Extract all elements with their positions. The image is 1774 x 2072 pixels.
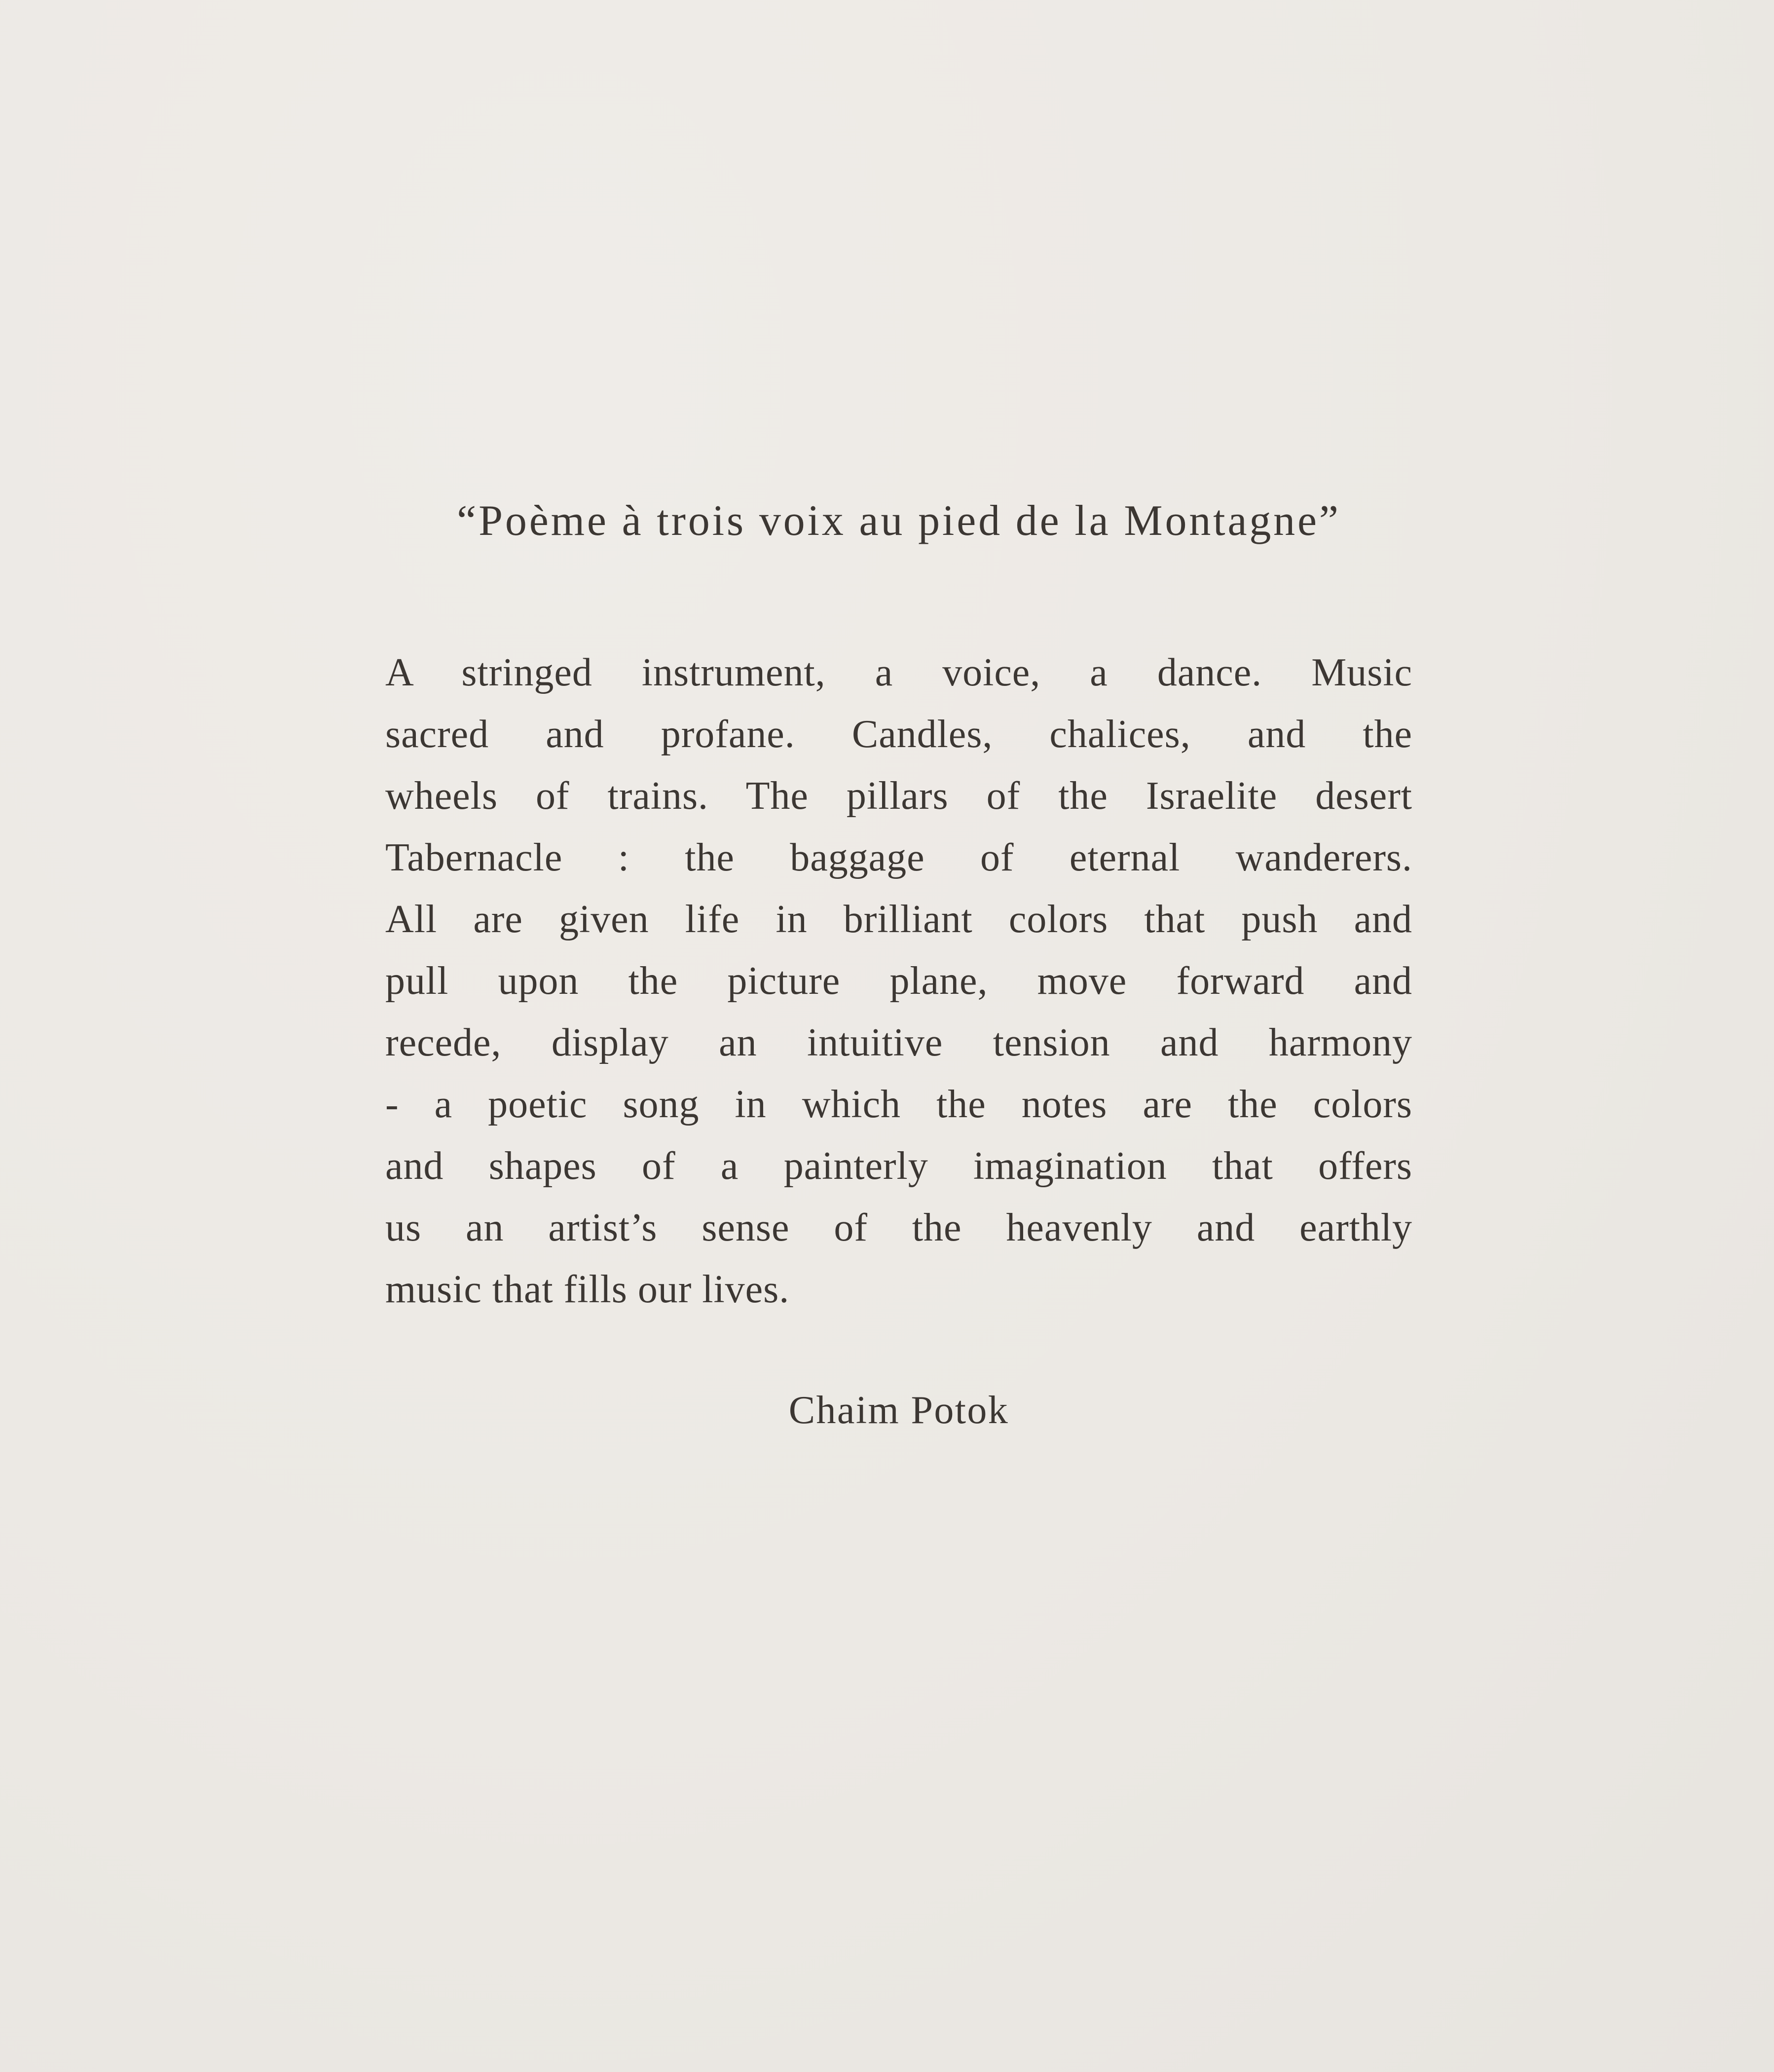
poem-line: music that fills our lives. <box>385 1268 790 1311</box>
poem-line: A stringed instrument, a voice, a dance. Music <box>385 651 1412 694</box>
poem-line: pull upon the picture plane, move forward and <box>385 959 1412 1003</box>
poem-line: - a poetic song in which the notes are the colors <box>385 1083 1412 1126</box>
poem-line: recede, display an intuitive tension and harmony <box>385 1021 1412 1064</box>
poem-author: Chaim Potok <box>788 1389 1009 1432</box>
poem-line: Tabernacle : the baggage of eternal wanderers. <box>385 836 1412 879</box>
poem-line: sacred and profane. Candles, chalices, and the <box>385 713 1412 756</box>
poem-line: wheels of trains. The pillars of the Israelite desert <box>385 774 1412 818</box>
poem-line: All are given life in brilliant colors that push and <box>385 898 1412 941</box>
poem-line: and shapes of a painterly imagination that offers <box>385 1144 1412 1188</box>
poem-line: us an artist’s sense of the heavenly and earthly <box>385 1206 1412 1249</box>
poem-title: “Poème à trois voix au pied de la Montagne” <box>457 497 1341 545</box>
poem-paragraph <box>385 642 1412 1320</box>
